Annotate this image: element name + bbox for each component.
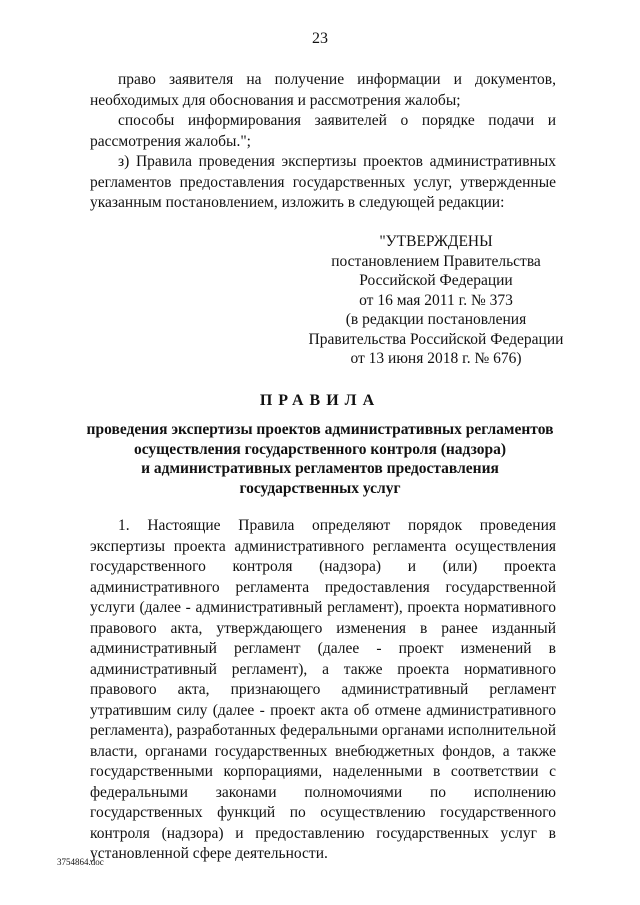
approval-stamp [300,232,572,369]
intro-paragraph-1: право заявителя на получение информации и документов, необходимых для обоснования и рассмотрения жалобы; [90,71,556,109]
rules-subtitle-line: государственных услуг [239,479,401,497]
rules-title: ПРАВИЛА [259,392,381,409]
rules-paragraph-1: 1. Настоящие Правила определяют порядок проведения экспертизы проекта административного регламента осуществления государственного контроля (надзора) и (или) проекта административного регламента предоставления государственной услуги (далее - административный регламент), проекта нормативного правового акта, утверждающего изменения в ранее изданный административный регламент (далее - проект изменений в административный регламент), а также проекта нормативного правового акта, признающего административный регламент утратившим силу (далее - проект акта об отмене административного регламента), разработанных федеральными органами исполнительной власти, органами государственных внебюджетных фондов, а также государственными корпорациями, наделенными в соответствии с федеральными законами полномочиями по исполнению государственных функций по осуществлению государственного контроля (надзора) и предоставлению государственных услуг в установленной сфере деятельности. [90,517,556,862]
rules-subtitle-line: и административных регламентов предоставления [141,460,499,477]
approval-line: от 13 июня 2018 г. № 676) [350,350,522,367]
rules-subtitle-line: осуществления государственного контроля (надзора) [133,440,506,458]
rules-subtitle [80,420,560,498]
rules-subtitle-line: проведения экспертизы проектов административных регламентов [86,421,554,438]
approval-line: (в редакции постановления [345,311,527,328]
document-id: 3754864.doc [57,857,104,867]
approval-line: Российской Федерации [359,272,513,289]
intro-section [90,70,556,214]
approval-line: от 16 мая 2011 г. № 373 [359,291,513,309]
intro-paragraph-3: з) Правила проведения экспертизы проектов административных регламентов предоставления государственных услуг, утвержденные указанным постановлением, изложить в следующей редакции: [90,153,556,211]
approval-line: Правительства Российской Федерации [308,330,564,348]
page-number: 23 [312,30,328,47]
intro-paragraph-2: способы информирования заявителей о порядке подачи и рассмотрения жалобы."; [90,112,556,150]
approval-line: "УТВЕРЖДЕНЫ [379,233,493,250]
rules-body [90,516,556,865]
approval-line: постановлением Правительства [331,252,541,270]
